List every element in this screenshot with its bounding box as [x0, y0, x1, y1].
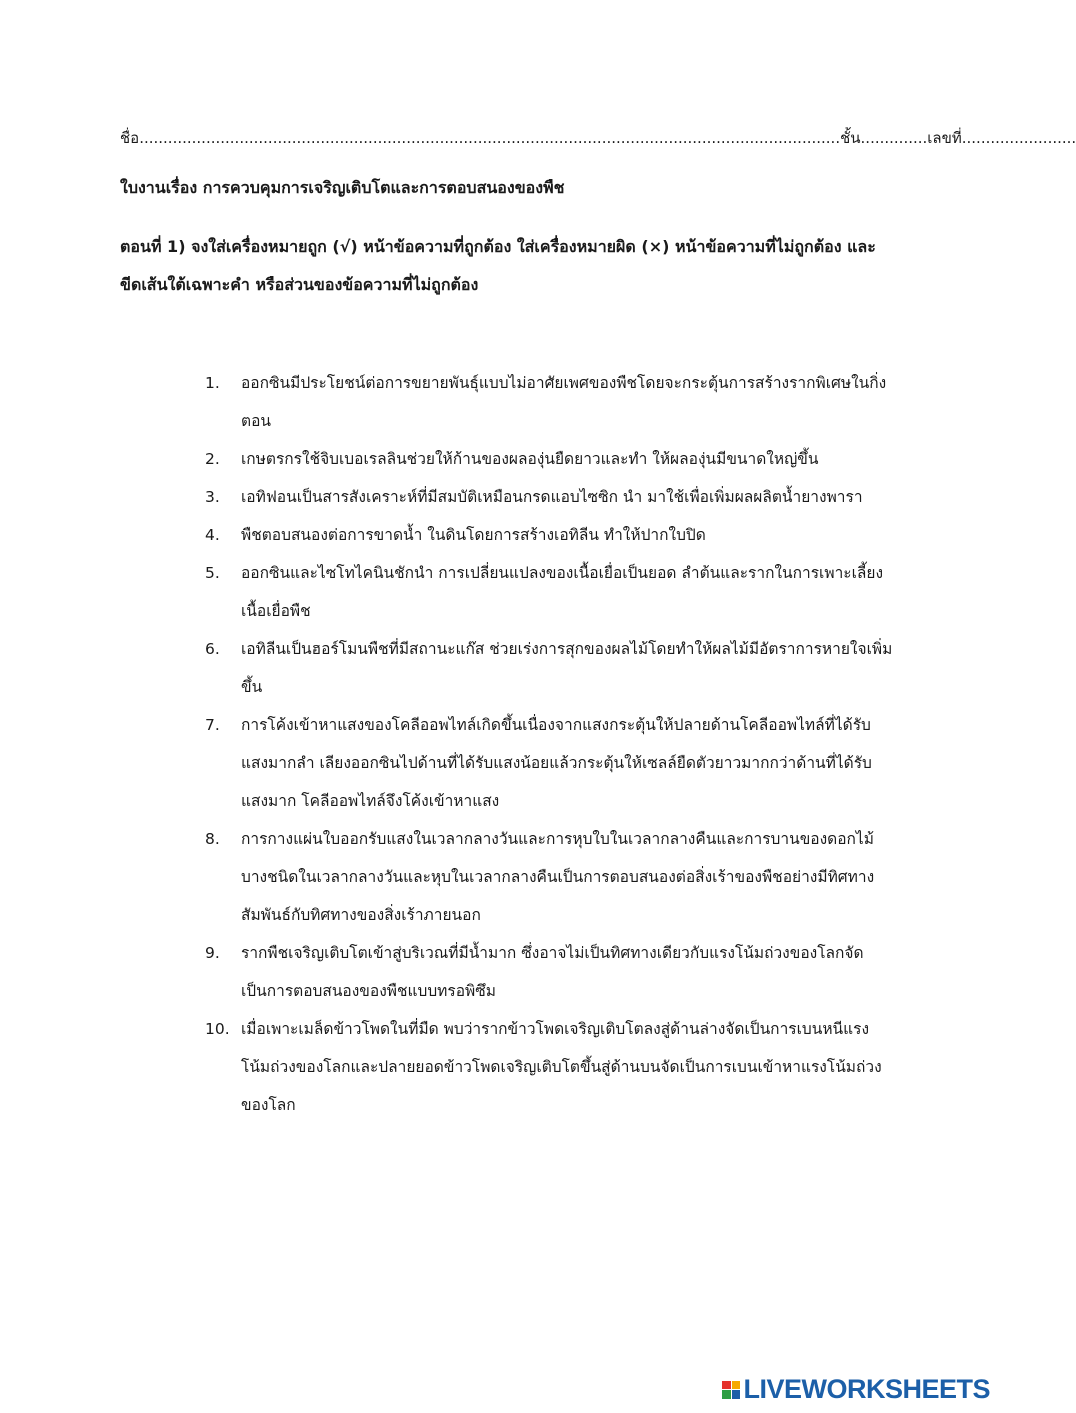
statement-item	[205, 1010, 895, 1124]
instructions: ตอนที่ 1) จงใส่เครื่องหมายถูก (√) หน้าข้อความที่ถูกต้อง ใส่เครื่องหมายผิด (×) หน้าข้อความที่ไม่ถูกต้อง และขีดเส้นใต้เฉพาะคำ หรือส่วนของข้อความที่ไม่ถูกต้อง	[120, 237, 876, 294]
statement-number: 2.	[205, 450, 220, 468]
statement-item	[205, 516, 895, 554]
logo-badge-icon	[722, 1381, 740, 1399]
statement-number: 1.	[205, 374, 220, 392]
liveworksheets-logo	[722, 1374, 990, 1405]
statement-text: เมื่อเพาะเมล็ดข้าวโพดในที่มืด พบว่ารากข้าวโพดเจริญเติบโตลงสู่ด้านล่างจัดเป็นการเบนหนีแรงโน้มถ่วงของโลกและปลายยอดข้าวโพดเจริญเติบโตขึ้นสู่ด้านบนจัดเป็นการเบนเข้าหาแรงโน้มถ่วงของโลก	[241, 1020, 882, 1114]
statement-number: 3.	[205, 488, 220, 506]
statement-item	[205, 554, 895, 630]
statement-number: 8.	[205, 830, 220, 848]
statement-item	[205, 364, 895, 440]
statement-number: 6.	[205, 640, 220, 658]
statement-text: เอทิฟอนเป็นสารสังเคราะห์ที่มีสมบัติเหมือนกรดแอบไซซิก นำ มาใช้เพื่อเพิ่มผลผลิตน้ำยางพารา	[241, 488, 863, 506]
logo-text: LIVEWORKSHEETS	[743, 1374, 990, 1404]
statement-text: การโค้งเข้าหาแสงของโคลีออพไทล์เกิดขึ้นเนื่องจากแสงกระตุ้นให้ปลายด้านโคลีออพไทล์ที่ได้รับแสงมากลำ เลียงออกซินไปด้านที่ได้รับแสงน้อยแล้วกระตุ้นให้เซลล์ยืดตัวยาวมากกว่าด้านที่ได้รับแสงมาก โคลีออพไทล์จึงโค้งเข้าหาแสง	[241, 716, 872, 810]
statement-item	[205, 934, 895, 1010]
statement-text: เอทิลีนเป็นฮอร์โมนพืชที่มีสถานะแก๊ส ช่วยเร่งการสุกของผลไม้โดยทำให้ผลไม้มีอัตราการหายใจเพิ่มขึ้น	[241, 640, 893, 696]
statement-number: 10.	[205, 1020, 230, 1038]
student-info-line: ชื่อ...................................................................................................................................................ชั้น..............เลขที่........................	[120, 129, 1076, 147]
statement-text: ออกซินและไซโทไคนินชักนำ การเปลี่ยนแปลงของเนื้อเยื่อเป็นยอด ลำต้นและรากในการเพาะเลี้ยงเนื้อเยื่อพืช	[241, 564, 884, 620]
statement-text: ออกซินมีประโยชน์ต่อการขยายพันธุ์แบบไม่อาศัยเพศของพืชโดยจะกระตุ้นการสร้างรากพิเศษในกิ่งตอน	[241, 374, 887, 430]
statement-number: 9.	[205, 944, 220, 962]
statement-number: 4.	[205, 526, 220, 544]
statement-text: การกางแผ่นใบออกรับแสงในเวลากลางวันและการหุบใบในเวลากลางคืนและการบานของดอกไม้บางชนิดในเวลากลางวันและหุบในเวลากลางคืนเป็นการตอบสนองต่อสิ่งเร้าของพืชอย่างมีทิศทางสัมพันธ์กับทิศทางของสิ่งเร้าภายนอก	[241, 830, 875, 924]
statement-item	[205, 440, 895, 478]
worksheet-title: ใบงานเรื่อง การควบคุมการเจริญเติบโตและการตอบสนองของพืช	[120, 178, 565, 197]
statement-text: รากพืชเจริญเติบโตเข้าสู่บริเวณที่มีน้ำมาก ซึ่งอาจไม่เป็นทิศทางเดียวกับแรงโน้มถ่วงของโลกจัดเป็นการตอบสนองของพืชแบบทรอพิซึม	[241, 944, 864, 1000]
statement-item	[205, 820, 895, 934]
statement-text: พืชตอบสนองต่อการขาดน้ำ ในดินโดยการสร้างเอทิลีน ทำให้ปากใบปิด	[241, 526, 706, 544]
statement-text: เกษตรกรใช้จิบเบอเรลลินช่วยให้ก้านของผลองุ่นยืดยาวและทำ ให้ผลองุ่นมีขนาดใหญ่ขึ้น	[241, 450, 819, 468]
statement-number: 7.	[205, 716, 220, 734]
statement-list	[205, 364, 895, 1124]
statement-number: 5.	[205, 564, 220, 582]
statement-item	[205, 706, 895, 820]
statement-item	[205, 630, 895, 706]
statement-item	[205, 478, 895, 516]
